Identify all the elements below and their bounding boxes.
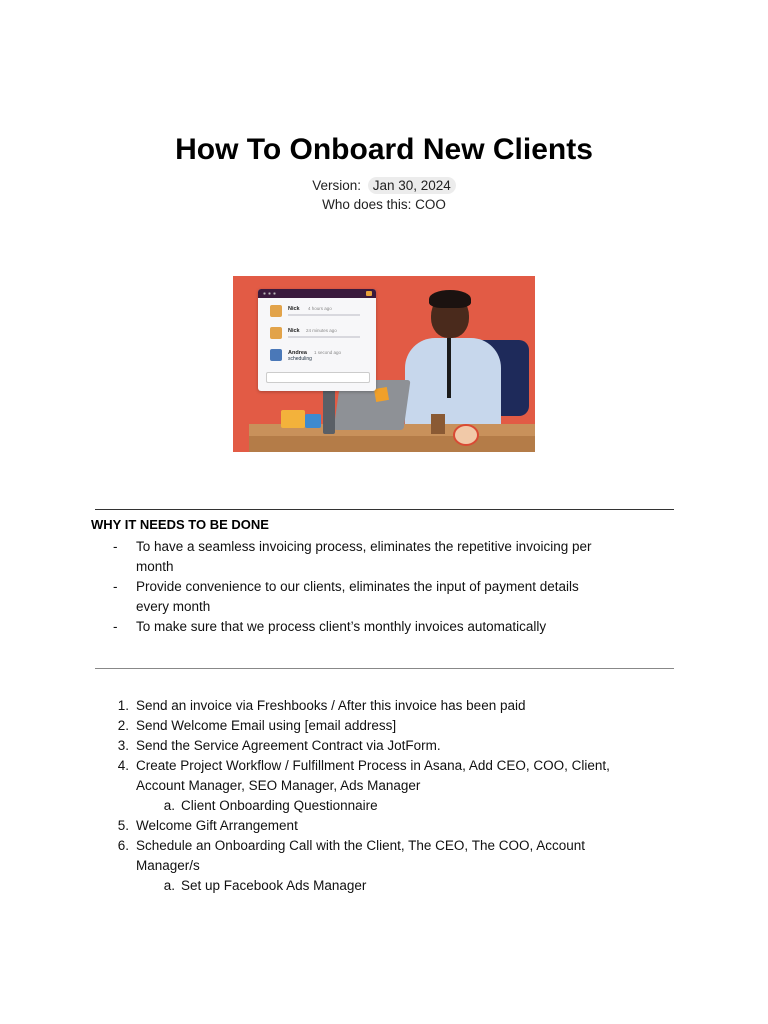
steps-list — [105, 696, 675, 896]
section-heading-why: WHY IT NEEDS TO BE DONE — [91, 517, 269, 532]
step-number: 5. — [117, 818, 129, 833]
step-text: Create Project Workflow / Fulfillment Process in Asana, Add CEO, COO, Client, — [136, 758, 610, 773]
sub-step-item — [105, 796, 675, 816]
step-number: 3. — [117, 738, 129, 753]
app-logo-icon — [366, 291, 372, 296]
list-item — [113, 577, 673, 617]
step-item — [105, 696, 675, 716]
avatar — [270, 305, 282, 317]
step-item — [105, 756, 675, 796]
list-item-text: month — [136, 559, 174, 574]
alarm-clock — [453, 424, 479, 446]
step-number: 1. — [117, 698, 129, 713]
step-item — [105, 816, 675, 836]
toy-block — [281, 410, 305, 428]
hero-image — [233, 276, 535, 452]
step-text: Account Manager, SEO Manager, Ads Manager — [136, 778, 421, 793]
list-item — [113, 617, 673, 637]
sub-step-item — [105, 876, 675, 896]
list-item-text: To have a seamless invoicing process, eliminates the repetitive invoicing per — [136, 539, 592, 554]
chat-time: 4 hours ago — [308, 306, 332, 311]
chat-text-placeholder — [288, 314, 360, 316]
step-item — [105, 716, 675, 736]
chat-text-placeholder — [288, 336, 360, 338]
chat-titlebar — [258, 289, 376, 298]
list-item-text: every month — [136, 599, 211, 614]
window-dots-icon — [262, 292, 276, 295]
step-number: 6. — [117, 838, 129, 853]
sub-step-letter: a. — [163, 878, 175, 893]
person-hair — [429, 290, 471, 308]
chat-window-illustration — [258, 289, 376, 391]
chat-message — [270, 327, 370, 341]
why-list — [113, 537, 673, 637]
chat-time: 24 minutes ago — [306, 328, 337, 333]
step-text: Send Welcome Email using [email address] — [136, 718, 397, 733]
step-number: 2. — [117, 718, 129, 733]
bullet-dash: - — [113, 619, 118, 634]
toy-block — [305, 414, 321, 428]
chat-message — [270, 305, 370, 319]
version-line — [0, 177, 768, 194]
pencil-cup — [431, 414, 445, 434]
step-item — [105, 736, 675, 756]
laptop-sticker — [374, 387, 389, 402]
who-does-this: Who does this: COO — [322, 197, 446, 212]
sub-step-text: Set up Facebook Ads Manager — [181, 878, 367, 893]
list-item-text: Provide convenience to our clients, eliminates the input of payment details — [136, 579, 579, 594]
document-title: How To Onboard New Clients — [175, 133, 593, 166]
avatar — [270, 349, 282, 361]
lanyard — [447, 338, 451, 398]
divider — [95, 668, 674, 669]
divider — [95, 509, 674, 510]
version-date-chip[interactable]: Jan 30, 2024 — [368, 177, 456, 194]
bullet-dash: - — [113, 539, 118, 554]
sub-step-text: Client Onboarding Questionnaire — [181, 798, 378, 813]
chat-sender: Andrea — [288, 350, 307, 356]
step-text: Manager/s — [136, 858, 200, 873]
version-label: Version: — [312, 178, 361, 193]
step-text: Send an invoice via Freshbooks / After this invoice has been paid — [136, 698, 526, 713]
list-item — [113, 537, 673, 577]
sub-step-letter: a. — [163, 798, 175, 813]
step-text: Send the Service Agreement Contract via JotForm. — [136, 738, 441, 753]
chat-text: scheduling — [288, 356, 312, 362]
bullet-dash: - — [113, 579, 118, 594]
chat-sender: Nick — [288, 306, 300, 312]
person-body — [405, 338, 501, 430]
step-number: 4. — [117, 758, 129, 773]
chat-input-illustration — [266, 372, 370, 383]
step-item — [105, 836, 675, 876]
avatar — [270, 327, 282, 339]
chat-message — [270, 349, 370, 363]
chat-sender: Nick — [288, 328, 300, 334]
step-text: Welcome Gift Arrangement — [136, 818, 298, 833]
chat-time: 1 second ago — [314, 350, 342, 355]
list-item-text: To make sure that we process client’s monthly invoices automatically — [136, 619, 547, 634]
desk-front — [249, 436, 535, 452]
step-text: Schedule an Onboarding Call with the Client, The CEO, The COO, Account — [136, 838, 585, 853]
